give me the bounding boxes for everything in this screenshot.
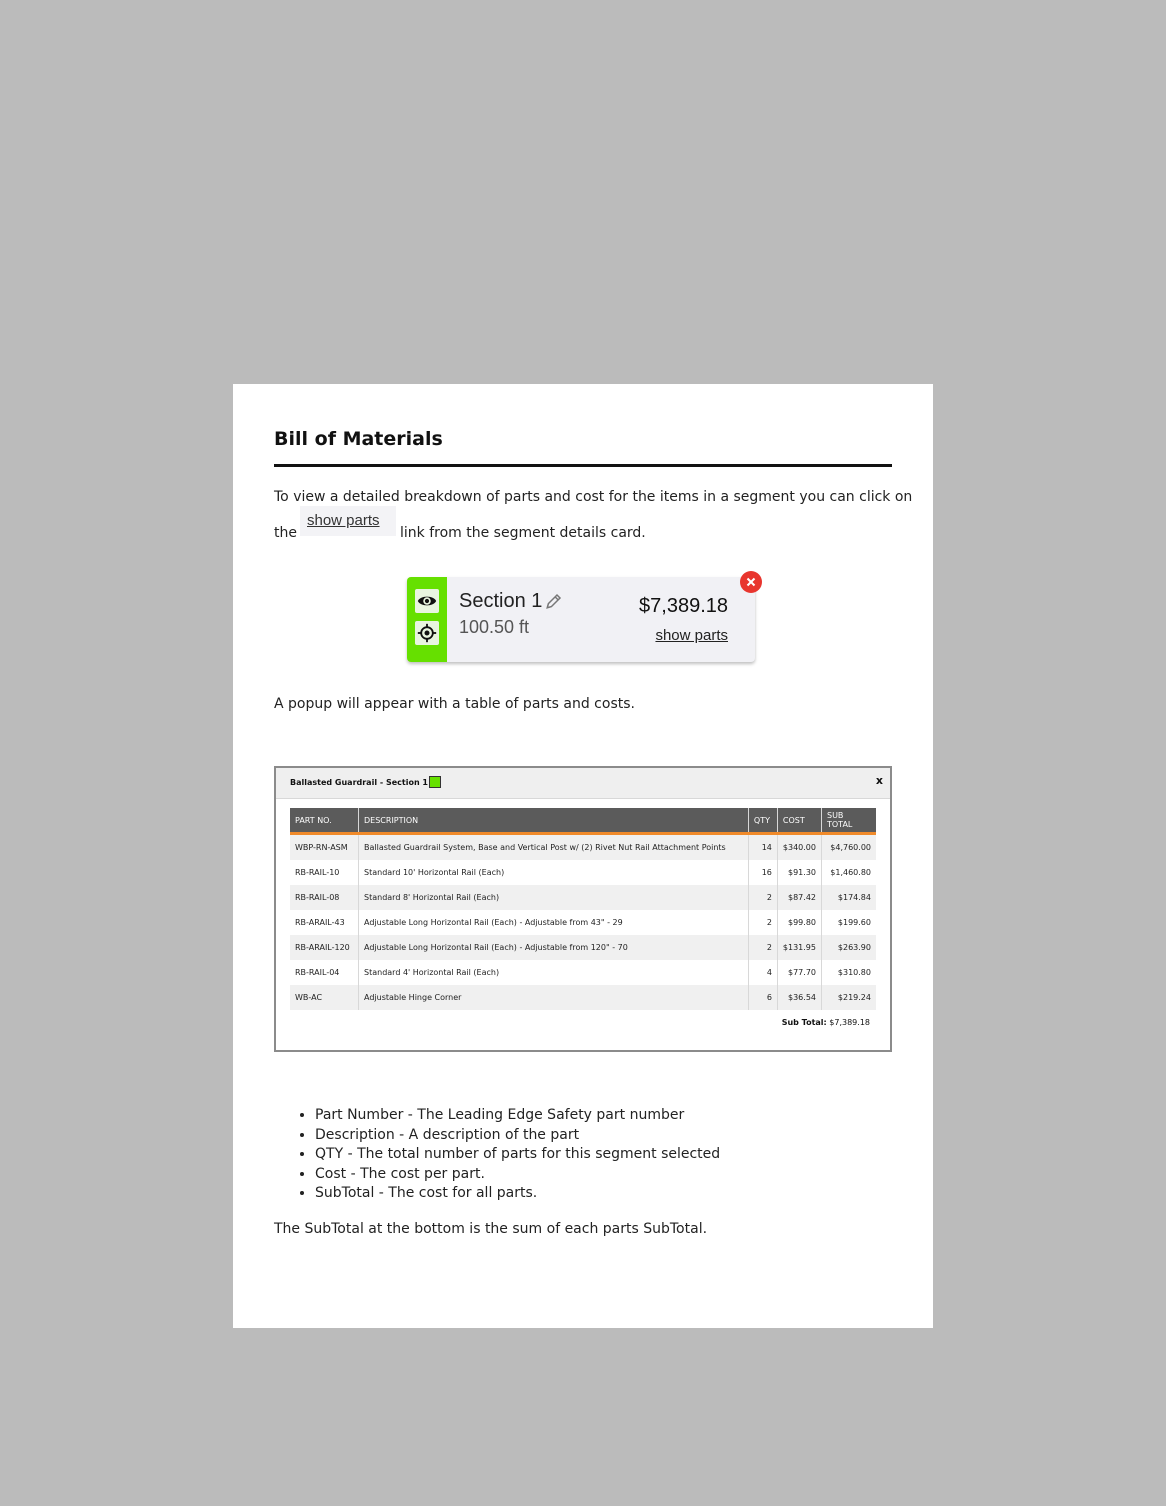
intro-text: To view a detailed breakdown of parts and cost for the items in a segment you can click on xyxy=(274,489,913,505)
popup-title: Ballasted Guardrail - Section 1 xyxy=(290,778,428,787)
locate-segment-button[interactable] xyxy=(415,621,439,645)
table-row xyxy=(290,910,876,935)
cell-qty: 2 xyxy=(748,885,777,910)
visibility-toggle-button[interactable] xyxy=(415,589,439,613)
cell-description: Ballasted Guardrail System, Base and Vertical Post w/ (2) Rivet Nut Rail Attachment Points xyxy=(359,834,749,861)
column-header-subtotal: SUB TOTAL xyxy=(822,808,877,834)
close-icon xyxy=(746,577,756,587)
table-row xyxy=(290,935,876,960)
field-descriptions-list xyxy=(291,1106,720,1204)
cell-description: Standard 4' Horizontal Rail (Each) xyxy=(359,960,749,985)
table-row xyxy=(290,960,876,985)
column-header-qty: QTY xyxy=(748,808,777,834)
column-header-cost: COST xyxy=(777,808,821,834)
cell-qty: 14 xyxy=(748,834,777,861)
cell-qty: 4 xyxy=(748,960,777,985)
table-header-row xyxy=(290,808,876,834)
table-row xyxy=(290,834,876,861)
list-item: • Description - A description of the part xyxy=(315,1126,720,1146)
table-row xyxy=(290,860,876,885)
cell-qty: 2 xyxy=(748,935,777,960)
popup-close-button[interactable]: x xyxy=(875,774,883,787)
cell-subtotal: $174.84 xyxy=(822,885,877,910)
cell-subtotal: $310.80 xyxy=(822,960,877,985)
document-page xyxy=(233,384,933,1328)
cell-part-no: RB-ARAIL-43 xyxy=(290,910,359,935)
list-item: • Cost - The cost per part. xyxy=(315,1165,720,1185)
intro-text-rest: link from the segment details card. xyxy=(400,525,646,541)
table-row xyxy=(290,885,876,910)
pencil-icon xyxy=(545,592,563,610)
column-header-description: DESCRIPTION xyxy=(359,808,749,834)
segment-name: Section 1 xyxy=(459,590,543,612)
cell-qty: 6 xyxy=(748,985,777,1010)
cell-cost: $340.00 xyxy=(777,834,821,861)
popup-header xyxy=(276,768,890,799)
cell-subtotal: $263.90 xyxy=(822,935,877,960)
cell-subtotal: $199.60 xyxy=(822,910,877,935)
target-icon xyxy=(417,623,437,643)
cell-description: Standard 10' Horizontal Rail (Each) xyxy=(359,860,749,885)
cell-cost: $91.30 xyxy=(777,860,821,885)
cell-subtotal: $219.24 xyxy=(822,985,877,1010)
cell-description: Adjustable Long Horizontal Rail (Each) - Adjustable from 43" - 29 xyxy=(359,910,749,935)
cell-part-no: WB-AC xyxy=(290,985,359,1010)
popup-subtotal xyxy=(782,1018,870,1027)
show-parts-link[interactable]: show parts xyxy=(655,627,728,644)
cell-subtotal: $4,760.00 xyxy=(822,834,877,861)
cell-part-no: RB-ARAIL-120 xyxy=(290,935,359,960)
parts-popup xyxy=(274,766,892,1052)
cell-part-no: RB-RAIL-08 xyxy=(290,885,359,910)
list-item: • SubTotal - The cost for all parts. xyxy=(315,1184,720,1204)
subtotal-label: Sub Total: xyxy=(781,1018,827,1027)
parts-table xyxy=(290,808,876,1010)
cell-description: Adjustable Hinge Corner xyxy=(359,985,749,1010)
closing-text: The SubTotal at the bottom is the sum of each parts SubTotal. xyxy=(274,1221,708,1237)
eye-icon xyxy=(417,591,437,611)
cell-cost: $131.95 xyxy=(777,935,821,960)
table-row xyxy=(290,985,876,1010)
close-card-button[interactable] xyxy=(740,571,762,593)
cell-cost: $36.54 xyxy=(777,985,821,1010)
cell-description: Standard 8' Horizontal Rail (Each) xyxy=(359,885,749,910)
cell-subtotal: $1,460.80 xyxy=(822,860,877,885)
segment-color-strip xyxy=(407,577,447,662)
segment-price: $7,389.18 xyxy=(639,595,728,617)
column-header-part-no: PART NO. xyxy=(290,808,359,834)
segment-details-card xyxy=(407,577,755,662)
cell-part-no: RB-RAIL-10 xyxy=(290,860,359,885)
popup-intro-text: A popup will appear with a table of parts and costs. xyxy=(274,696,635,712)
cell-cost: $99.80 xyxy=(777,910,821,935)
show-parts-example-link: show parts xyxy=(300,506,396,536)
cell-part-no: WBP-RN-ASM xyxy=(290,834,359,861)
cell-qty: 16 xyxy=(748,860,777,885)
cell-qty: 2 xyxy=(748,910,777,935)
title-divider xyxy=(274,464,892,467)
edit-name-button[interactable] xyxy=(545,592,563,614)
list-item: • Part Number - The Leading Edge Safety part number xyxy=(315,1106,720,1126)
cell-cost: $87.42 xyxy=(777,885,821,910)
cell-description: Adjustable Long Horizontal Rail (Each) - Adjustable from 120" - 70 xyxy=(359,935,749,960)
list-item: • QTY - The total number of parts for this segment selected xyxy=(315,1145,720,1165)
segment-color-swatch xyxy=(429,776,441,788)
intro-text-the: the xyxy=(274,525,297,541)
subtotal-value: $7,389.18 xyxy=(829,1018,870,1027)
cell-part-no: RB-RAIL-04 xyxy=(290,960,359,985)
segment-length: 100.50 ft xyxy=(459,617,530,637)
cell-cost: $77.70 xyxy=(777,960,821,985)
page-title: Bill of Materials xyxy=(274,428,443,450)
